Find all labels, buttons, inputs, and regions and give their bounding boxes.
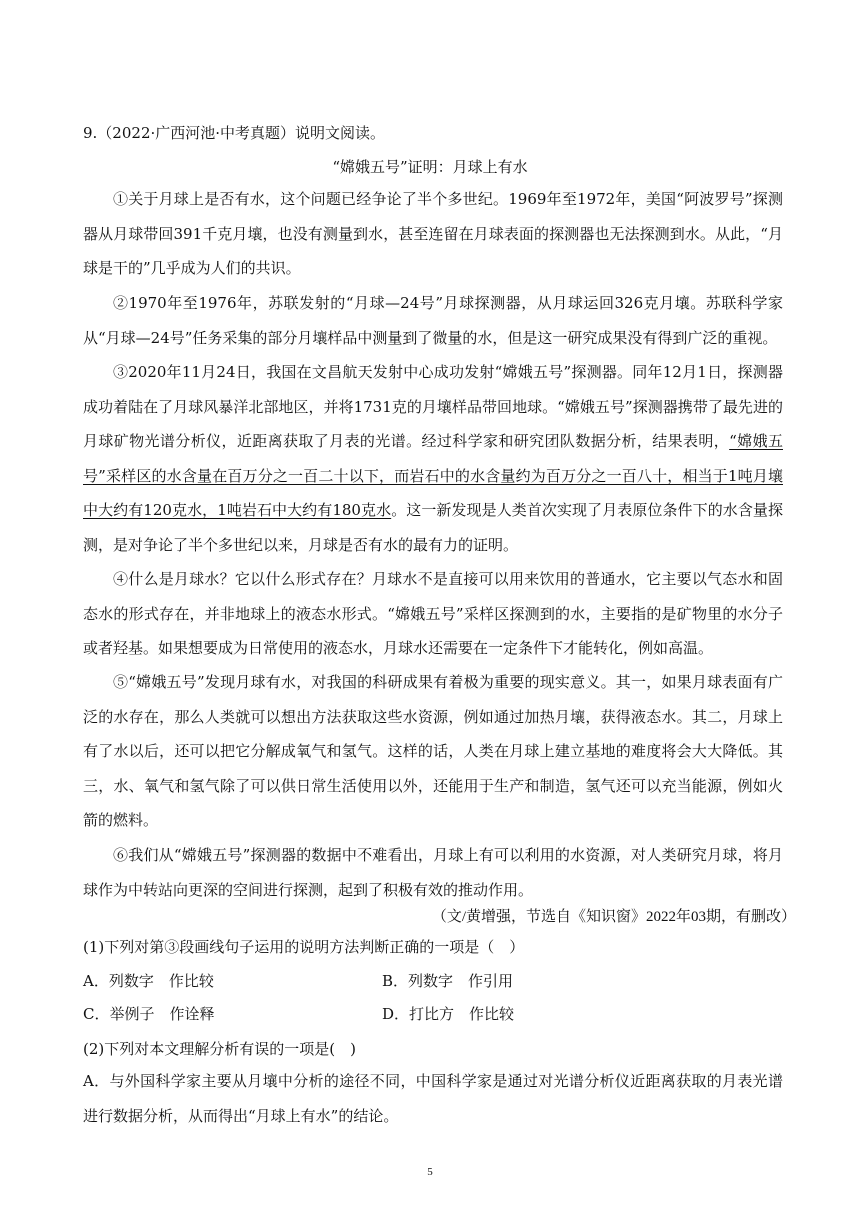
q1-option-c[interactable]: C．举例子 作诠释	[83, 1005, 215, 1023]
question-1-stem: (1)下列对第③段画线句子运用的说明方法判断正确的一项是（ ）	[83, 938, 525, 956]
q1-option-d[interactable]: D．打比方 作比较	[382, 1005, 515, 1023]
article-title: “嫦娥五号”证明：月球上有水	[332, 158, 528, 176]
page-number: 5	[427, 1166, 433, 1178]
paragraph-6: ⑥我们从“嫦娥五号”探测器的数据中不难看出，月球上有可以利用的水资源，对人类研究月球，将月球作为中转站向更深的空间进行探测，起到了积极有效的推动作用。	[83, 846, 783, 899]
underlined-sentence: “嫦娥五号”采样区的水含量在百万分之一百二十以下，而岩石中的水含量约为百万分之一百八十，相当于1吨月壤中大约有120克水，1吨岩石中大约有180克水	[83, 432, 783, 519]
question-header: 9.（2022·广西河池·中考真题）说明文阅读。	[83, 124, 386, 142]
q1-option-b[interactable]: B．列数字 作引用	[382, 972, 514, 990]
paragraph-4: ④什么是月球水？它以什么形式存在？月球水不是直接可以用来饮用的普通水，它主要以气态水和固态水的形式存在，并非地球上的液态水形式。“嫦娥五号”采样区探测到的水，主要指的是矿物里的水分子或者羟基。如果想要成为日常使用的液态水，月球水还需要在一定条件下才能转化，例如高温。	[83, 570, 783, 657]
q2-option-a[interactable]: A．与外国科学家主要从月壤中分析的途径不同，中国科学家是通过对光谱分析仪近距离获取的月表光谱进行数据分析，从而得出“月球上有水”的结论。	[83, 1072, 783, 1125]
paragraph-1: ①关于月球上是否有水，这个问题已经争论了半个多世纪。1969年至1972年，美国“阿波罗号”探测器从月球带回391千克月壤，也没有测量到水，甚至连留在月球表面的探测器也无法探测到水。从此，“月球是干的”几乎成为人们的共识。	[83, 190, 783, 277]
q1-option-a[interactable]: A．列数字 作比较	[83, 972, 214, 990]
paragraph-3-text-b: 。这一新发现是人类首次实现了月表原位条件下的水含量探测，是对争论了半个多世纪以来，月球是否有水的最有力的证明。	[83, 501, 783, 554]
question-2-stem: (2)下列对本文理解分析有误的一项是( )	[83, 1040, 356, 1058]
paragraph-5: ⑤“嫦娥五号”发现月球有水，对我国的科研成果有着极为重要的现实意义。其一，如果月球表面有广泛的水存在，那么人类就可以想出方法获取这些水资源，例如通过加热月壤，获得液态水。其二，月球上有了水以后，还可以把它分解成氧气和氢气。这样的话，人类在月球上建立基地的难度将会大大降低。其三，水、氧气和氢气除了可以供日常生活使用以外，还能用于生产和制造，氢气还可以充当能源，例如火箭的燃料。	[83, 673, 783, 829]
paragraph-3	[83, 355, 783, 562]
paragraph-2: ②1970年至1976年，苏联发射的“月球—24号”月球探测器，从月球运回326克月壤。苏联科学家从“月球—24号”任务采集的部分月壤样品中测量到了微量的水，但是这一研究成果没有得到广泛的重视。	[83, 294, 783, 347]
article-source: （文/黄增强，节选自《知识窗》2022年03期，有删改）	[431, 909, 796, 925]
paragraph-3-text-a: ③2020年11月24日，我国在文昌航天发射中心成功发射“嫦娥五号”探测器。同年12月1日，探测器成功着陆在了月球风暴洋北部地区，并将1731克的月壤样品带回地球。“嫦娥五号”探测器携带了最先进的月球矿物光谱分析仪，近距离获取了月表的光谱。经过科学家和研究团队数据分析，结果表明，	[83, 363, 783, 450]
